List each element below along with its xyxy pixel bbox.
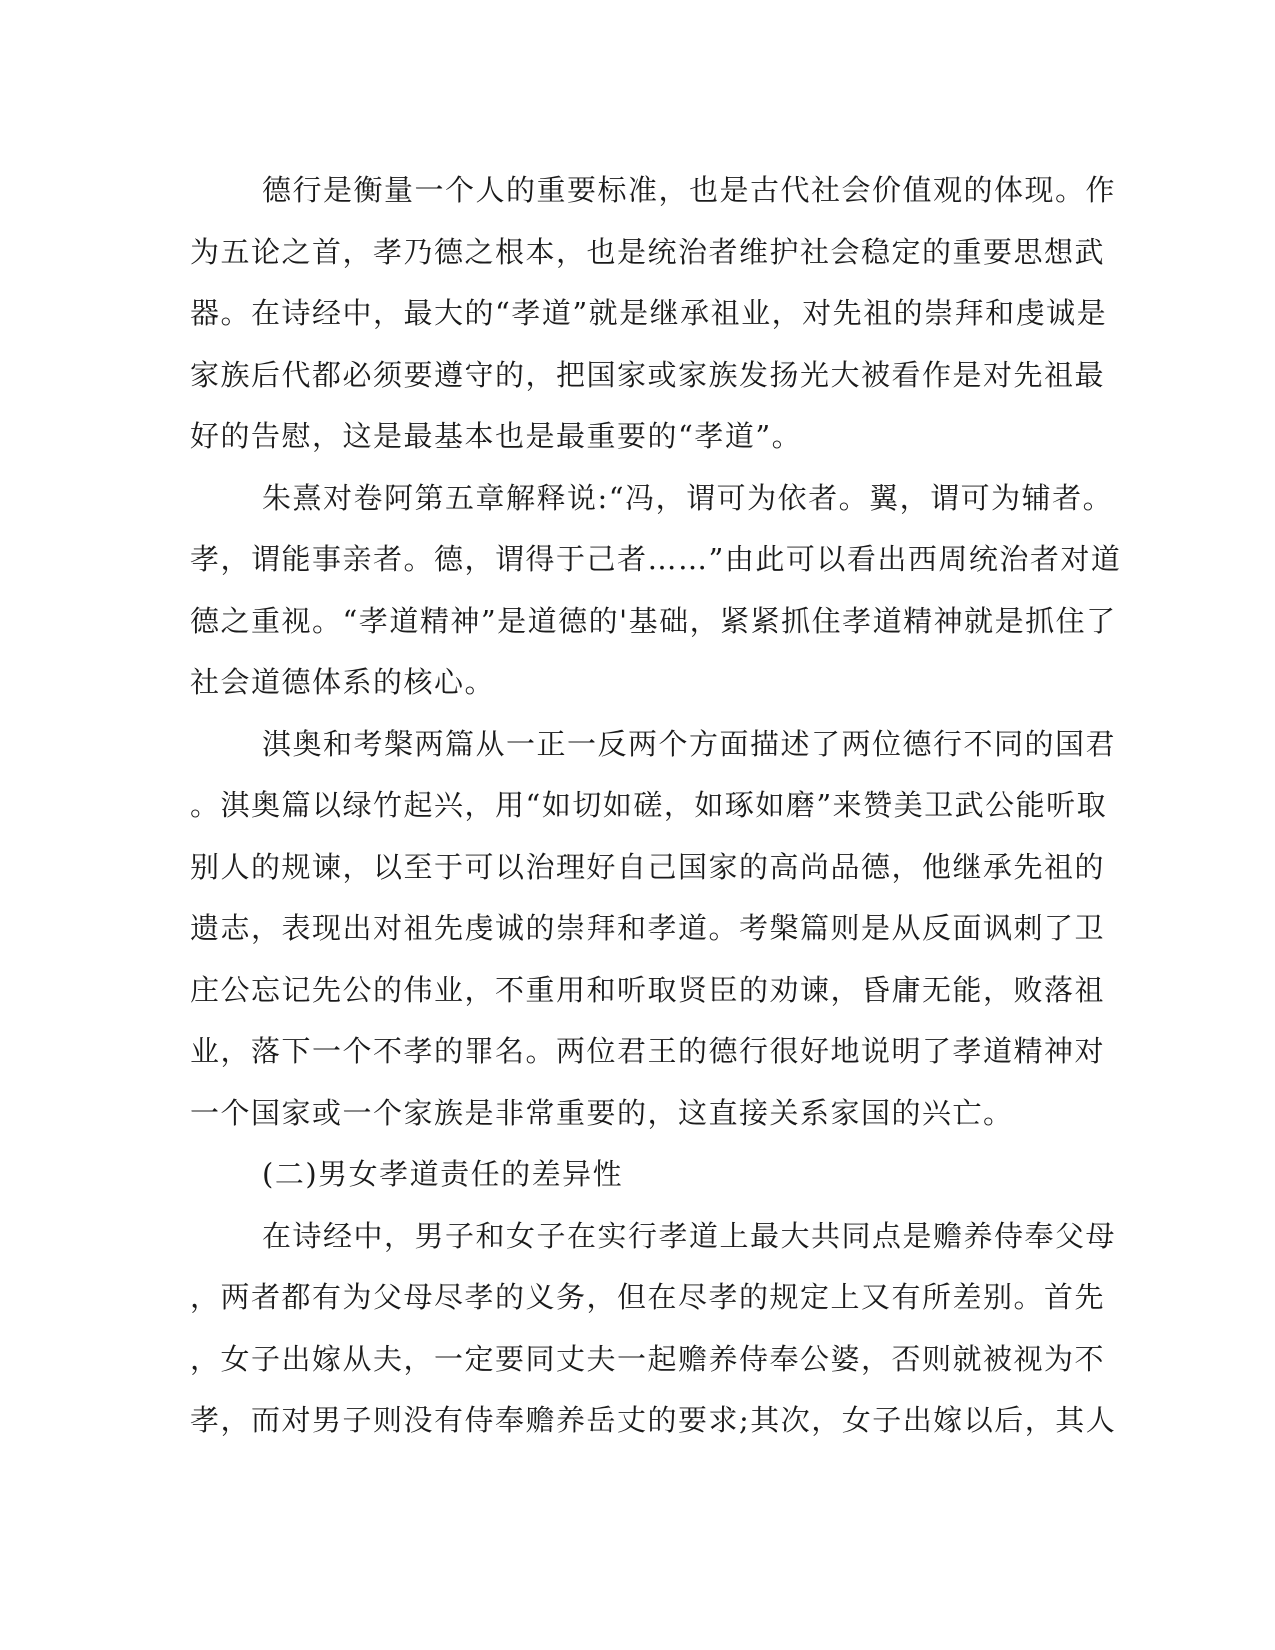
paragraph-2 [190,468,1122,714]
text-line: 社会道德体系的核心。 [190,665,496,699]
text-line: 孝，而对男子则没有侍奉赡养岳丈的要求;其次，女子出嫁以后，其人 [190,1403,1117,1437]
text-line: 业，落下一个不孝的罪名。两位君王的德行很好地说明了孝道精神对 [190,1034,1106,1068]
text-line: 孝，谓能事亲者。德，谓得于己者……”由此可以看出西周统治者对道 [190,542,1122,576]
text-line: 别人的规谏，以至于可以治理好自己国家的高尚品德，他继承先祖的 [190,849,1106,884]
text-line: 德之重视。“孝道精神”是道德的'基础，紧紧抓住孝道精神就是抓住了 [190,603,1117,638]
body-text [190,160,1122,1452]
text-line: 遗志，表现出对祖先虔诚的崇拜和孝道。考槃篇则是从反面讽刺了卫 [190,911,1106,945]
text-line: 庄公忘记先公的伟业，不重用和听取贤臣的劝谏，昏庸无能，败落祖 [190,972,1106,1007]
text-line: 器。在诗经中，最大的“孝道”就是继承祖业，对先祖的崇拜和虔诚是 [190,296,1108,330]
text-line: 家族后代都必须要遵守的，把国家或家族发扬光大被看作是对先祖最 [190,357,1106,392]
text-line: 一个国家或一个家族是非常重要的，这直接关系家国的兴亡。 [190,1095,1014,1130]
text-line: 在诗经中，男子和女子在实行孝道上最大共同点是赡养侍奉父母 [262,1218,1117,1253]
text-line: 淇奥和考槃两篇从一正一反两个方面描述了两位德行不同的国君 [262,726,1117,761]
text-line: 德行是衡量一个人的重要标准，也是古代社会价值观的体现。作 [262,173,1117,207]
text-line: ，女子出嫁从夫，一定要同丈夫一起赡养侍奉公婆，否则就被视为不 [190,1341,1106,1376]
text-line: ，两者都有为父母尽孝的义务，但在尽孝的规定上又有所差别。首先 [190,1280,1106,1314]
section-heading [190,1144,1080,1206]
paragraph-3 [190,714,1117,1145]
paragraph-1 [190,160,1117,468]
heading-line: (二)男女孝道责任的差异性 [262,1157,624,1191]
text-line: 为五论之首，孝乃德之根本，也是统治者维护社会稳定的重要思想武 [190,234,1106,269]
text-line: 好的告慰，这是最基本也是最重要的“孝道”。 [190,419,803,453]
paragraph-4 [190,1206,1117,1452]
text-line: 。淇奥篇以绿竹起兴，用“如切如磋，如琢如磨”来赞美卫武公能听取 [190,788,1108,822]
text-line: 朱熹对卷阿第五章解释说:“冯，谓可为依者。翼，谓可为辅者。 [262,480,1114,515]
